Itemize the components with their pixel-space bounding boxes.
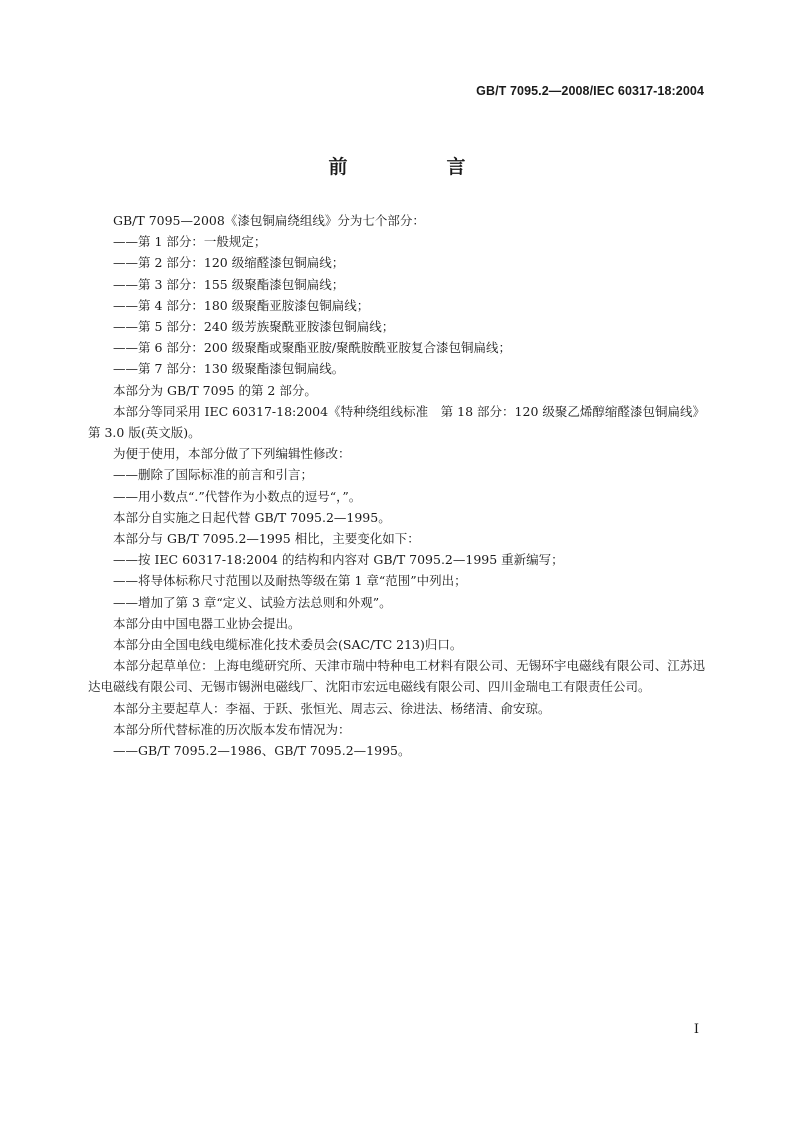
- paragraph: 本部分等同采用 IEC 60317-18:2004《特种绕组线标准 第 18 部分：120 级聚乙烯醇缩醛漆包铜扁线》第 3.0 版(英文版)。: [88, 403, 705, 441]
- list-item: ——删除了国际标准的前言和引言；: [113, 467, 314, 483]
- paragraph: 本部分主要起草人：李福、于跃、张恒光、周志云、徐进法、杨绪清、俞安琼。: [113, 700, 551, 716]
- list-item: ——第 2 部分：120 级缩醛漆包铜扁线；: [113, 255, 345, 271]
- list-item: ——第 4 部分：180 级聚酯亚胺漆包铜扁线；: [113, 297, 370, 313]
- paragraph: 本部分自实施之日起代替 GB/T 7095.2—1995。: [113, 509, 391, 525]
- list-item: ——增加了第 3 章“定义、试验方法总则和外观”。: [113, 594, 392, 610]
- list-item: ——第 7 部分：130 级聚酯漆包铜扁线。: [113, 361, 345, 377]
- paragraph: 本部分起草单位：上海电缆研究所、天津市瑞中特种电工材料有限公司、无锡环宇电磁线有限公司、江苏迅达电磁线有限公司、无锡市锡洲电磁线厂、沈阳市宏远电磁线有限公司、四川金瑞电工有限责任公司。: [88, 658, 705, 695]
- foreword-body: [88, 210, 705, 761]
- list-item: ——按 IEC 60317-18:2004 的结构和内容对 GB/T 7095.2—1995 重新编写；: [113, 552, 564, 568]
- list-item: ——第 1 部分：一般规定；: [113, 234, 267, 250]
- list-item: ——用小数点“.”代替作为小数点的逗号“，”。: [113, 488, 362, 504]
- paragraph: 本部分所代替标准的历次版本发布情况为：: [113, 721, 351, 737]
- paragraph: 本部分为 GB/T 7095 的第 2 部分。: [113, 382, 317, 398]
- page-number: I: [693, 1022, 699, 1037]
- standard-code-header: GB/T 7095.2—2008/IEC 60317-18:2004: [476, 84, 704, 98]
- list-item: ——第 6 部分：200 级聚酯或聚酯亚胺/聚酰胺酰亚胺复合漆包铜扁线；: [113, 340, 511, 356]
- paragraph: 本部分由全国电线电缆标准化技术委员会(SAC/TC 213)归口。: [113, 637, 463, 653]
- list-item: ——GB/T 7095.2—1986、GB/T 7095.2—1995。: [113, 743, 411, 759]
- list-item: ——将导体标称尺寸范围以及耐热等级在第 1 章“范围”中列出；: [113, 573, 467, 589]
- paragraph: 本部分与 GB/T 7095.2—1995 相比，主要变化如下：: [113, 531, 420, 547]
- paragraph: GB/T 7095—2008《漆包铜扁绕组线》分为七个部分：: [113, 213, 425, 228]
- paragraph: 本部分由中国电器工业协会提出。: [113, 615, 301, 631]
- list-item: ——第 3 部分：155 级聚酯漆包铜扁线；: [113, 276, 345, 292]
- page-title: 前 言: [328, 156, 506, 178]
- paragraph: 为便于使用，本部分做了下列编辑性修改：: [113, 446, 351, 462]
- list-item: ——第 5 部分：240 级芳族聚酰亚胺漆包铜扁线；: [113, 319, 395, 335]
